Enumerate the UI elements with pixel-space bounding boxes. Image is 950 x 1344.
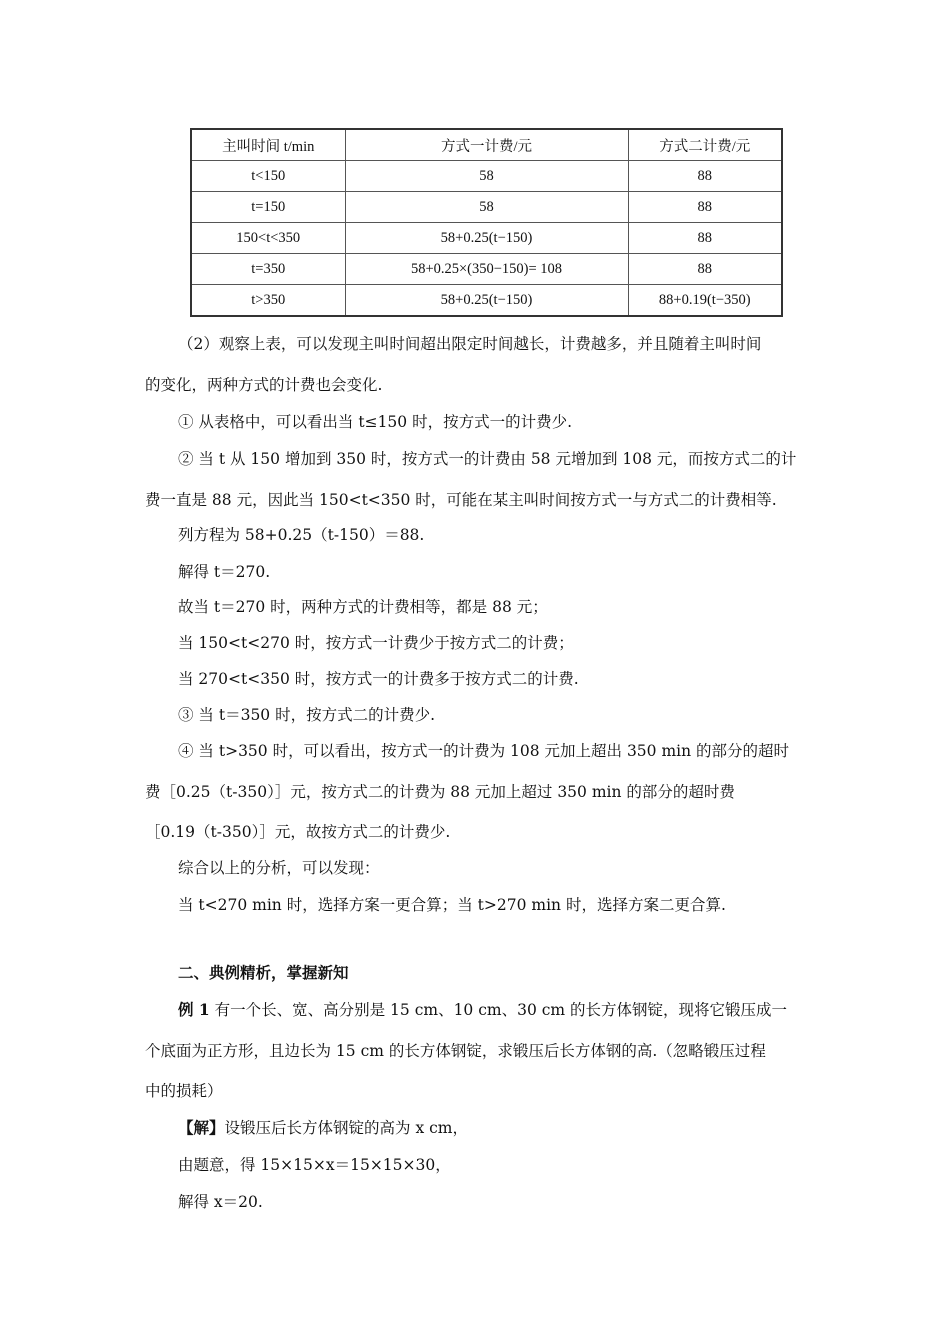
paragraph-solution: 解得 t＝270.: [178, 563, 271, 581]
table-row: [191, 161, 782, 192]
example-line-1: [178, 1000, 787, 1020]
paragraph-point-2-line2: 费一直是 88 元，因此当 150<t<350 时，可能在某主叫时间按方式一与方式二的计费相等.: [145, 491, 777, 509]
table-cell: 58+0.25(t−150): [345, 285, 628, 317]
paragraph-range-1: 当 150<t<270 时，按方式一计费少于按方式二的计费；: [178, 634, 574, 652]
paragraph-equal-cost: 故当 t＝270 时，两种方式的计费相等，都是 88 元；: [178, 598, 548, 616]
solution-label: 【解】: [178, 1118, 225, 1137]
table-cell: 58: [345, 192, 628, 223]
table-cell: t>350: [191, 285, 345, 317]
table-cell: t<150: [191, 161, 345, 192]
table-cell: 88: [628, 223, 782, 254]
example-label: 例 1: [178, 1000, 210, 1019]
paragraph-point-4-line2: 费［0.25（t-350）］元，按方式二的计费为 88 元加上超过 350 min 的部分的超时费: [145, 783, 735, 801]
paragraph-range-2: 当 270<t<350 时，按方式一的计费多于按方式二的计费.: [178, 670, 579, 688]
table-row: [191, 254, 782, 285]
column-header: 方式二计费/元: [628, 129, 782, 161]
column-header: 方式一计费/元: [345, 129, 628, 161]
paragraph-observation-line1: （2）观察上表，可以发现主叫时间超出限定时间越长，计费越多，并且随着主叫时间: [178, 335, 762, 353]
table-row: [191, 192, 782, 223]
table-cell: 88: [628, 254, 782, 285]
paragraph-point-1: ① 从表格中，可以看出当 t≤150 时，按方式一的计费少.: [178, 413, 573, 431]
table-cell: t=150: [191, 192, 345, 223]
paragraph-point-2-line1: ② 当 t 从 150 增加到 350 时，按方式一的计费由 58 元增加到 108 元，而按方式二的计: [178, 450, 797, 468]
example-line-2: 个底面为正方形，且边长为 15 cm 的长方体钢锭，求锻压后长方体钢的高.（忽略锻压过程: [145, 1042, 766, 1060]
paragraph-summary: 综合以上的分析，可以发现：: [178, 859, 380, 877]
table-cell: 58: [345, 161, 628, 192]
solution-line-3: 解得 x＝20.: [178, 1193, 263, 1211]
solution-line-1: [178, 1118, 468, 1138]
fee-comparison-table: [190, 128, 783, 317]
paragraph-point-4-line3: ［0.19（t-350）］元，故按方式二的计费少.: [145, 823, 451, 841]
solution-line-2: 由题意，得 15×15×x＝15×15×30，: [178, 1156, 451, 1174]
table-row: [191, 223, 782, 254]
table-cell: t=350: [191, 254, 345, 285]
section-heading: 二、典例精析，掌握新知: [178, 963, 349, 982]
table-cell: 58+0.25(t−150): [345, 223, 628, 254]
solution-text: 设锻压后长方体钢锭的高为 x cm，: [224, 1119, 468, 1137]
fee-table-wrapper: [190, 128, 781, 317]
table-header-row: [191, 129, 782, 161]
paragraph-point-4-line1: ④ 当 t>350 时，可以看出，按方式一的计费为 108 元加上超出 350 min 的部分的超时: [178, 742, 790, 760]
table-cell: 88: [628, 161, 782, 192]
table-cell: 88: [628, 192, 782, 223]
example-text: 有一个长、宽、高分别是 15 cm、10 cm、30 cm 的长方体钢锭，现将它锻压成一: [209, 1001, 788, 1019]
paragraph-point-3: ③ 当 t＝350 时，按方式二的计费少.: [178, 706, 436, 724]
column-header: 主叫时间 t/min: [191, 129, 345, 161]
paragraph-observation-line2: 的变化，两种方式的计费也会变化.: [145, 376, 383, 394]
table-cell: 58+0.25×(350−150)= 108: [345, 254, 628, 285]
paragraph-equation: 列方程为 58+0.25（t-150）＝88.: [178, 526, 425, 544]
table-cell: 88+0.19(t−350): [628, 285, 782, 317]
table-cell: 150<t<350: [191, 223, 345, 254]
table-row: [191, 285, 782, 317]
paragraph-conclusion: 当 t<270 min 时，选择方案一更合算；当 t>270 min 时，选择方案二更合算.: [178, 896, 726, 914]
example-line-3: 中的损耗）: [145, 1082, 223, 1100]
